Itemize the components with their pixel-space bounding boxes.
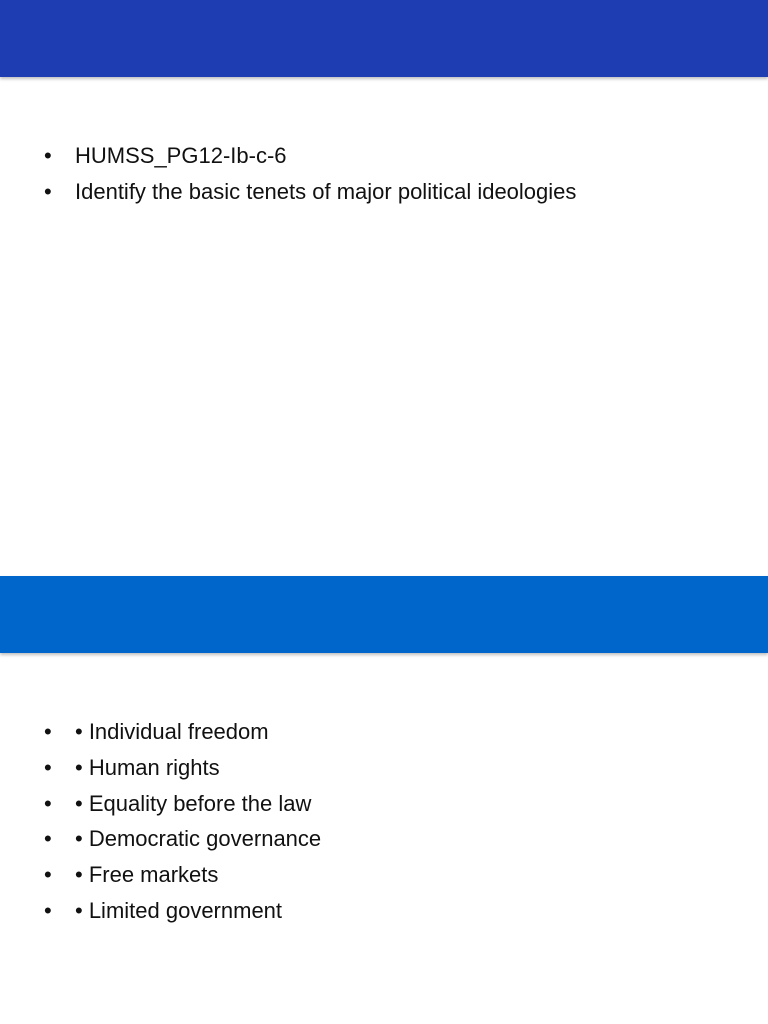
list-item — [44, 893, 321, 929]
list-item-text: HUMSS_PG12-Ib-c-6 — [75, 143, 287, 168]
list-item-text: • Equality before the law — [75, 790, 312, 816]
bullet-icon: • — [44, 862, 52, 888]
list-item-text: • Human rights — [75, 754, 220, 780]
list-item-text: • Democratic governance — [75, 826, 322, 852]
bullet-icon: • — [44, 719, 52, 744]
bullet-list — [44, 138, 576, 210]
list-item-text: • Limited government — [75, 897, 283, 923]
title-band — [0, 576, 768, 653]
bullet-icon: • — [44, 143, 52, 168]
bullet-icon: • — [44, 897, 52, 923]
bullet-icon: • — [44, 826, 52, 852]
list-item — [44, 786, 321, 822]
title-band — [0, 0, 768, 77]
list-item-text: • Individual freedom — [75, 719, 269, 744]
bullet-icon: • — [44, 754, 52, 780]
list-item — [44, 714, 321, 750]
list-item-text: • Free markets — [75, 862, 219, 888]
bullet-list — [44, 714, 321, 929]
list-item — [44, 138, 576, 174]
list-item-text: Identify the basic tenets of major political ideologies — [75, 178, 577, 204]
list-item — [44, 174, 576, 210]
bullet-icon: • — [44, 790, 52, 816]
bullet-icon: • — [44, 178, 52, 204]
list-item — [44, 821, 321, 857]
slide-2 — [0, 576, 768, 1024]
list-item — [44, 750, 321, 786]
list-item — [44, 857, 321, 893]
